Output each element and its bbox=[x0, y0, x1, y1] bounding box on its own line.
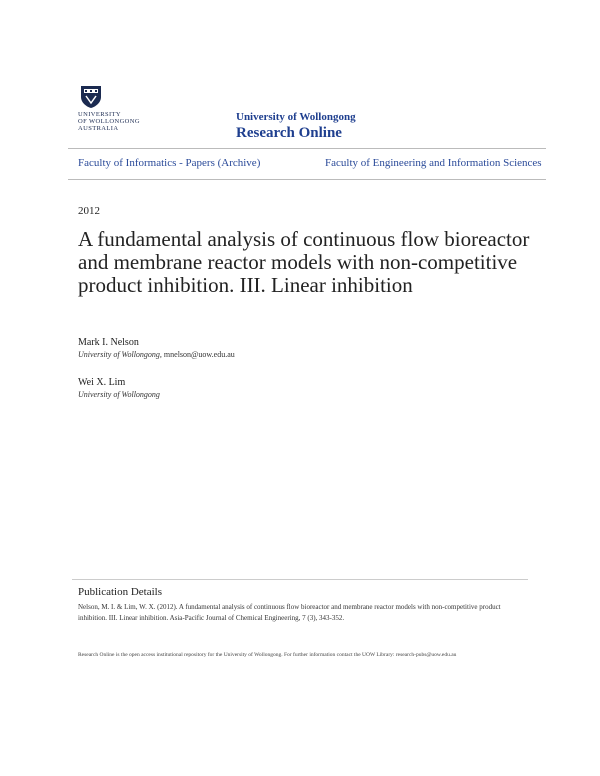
author-name[interactable]: Mark I. Nelson bbox=[78, 337, 139, 348]
faculty-link-engineering[interactable]: Faculty of Engineering and Information Sciences bbox=[325, 157, 542, 169]
wordmark-line: OF WOLLONGONG bbox=[78, 118, 140, 125]
university-logo bbox=[78, 85, 148, 137]
author-entry bbox=[78, 336, 235, 360]
university-crest-icon bbox=[80, 85, 102, 109]
repository-footer-note: Research Online is the open access institutional repository for the University of Wollongong. For further information contact the UOW Library: research-pubs@uow.edu.au bbox=[78, 652, 457, 658]
header-divider-bottom bbox=[68, 179, 546, 180]
author-email-link[interactable]: mnelson@uow.edu.au bbox=[163, 350, 235, 359]
university-wordmark bbox=[78, 111, 140, 132]
repository-header[interactable] bbox=[236, 111, 356, 142]
author-name[interactable]: Wei X. Lim bbox=[78, 377, 126, 388]
publication-details-text: Nelson, M. I. & Lim, W. X. (2012). A fundamental analysis of continuous flow bioreactor and membrane reactor models with non-competitive product inhibition. III. Linear inhibition. Asia-Pacific Journal of Chemical Engineering, 7 (3), 343-352. bbox=[78, 603, 501, 622]
repository-name-link[interactable]: Research Online bbox=[236, 125, 342, 141]
wordmark-line: AUSTRALIA bbox=[78, 125, 119, 132]
repository-university-link[interactable]: University of Wollongong bbox=[236, 111, 356, 123]
affiliation-name: University of Wollongong bbox=[78, 350, 160, 359]
author-affiliation: University of Wollongong, mnelson@uow.edu.au bbox=[78, 350, 235, 359]
publication-details-heading: Publication Details bbox=[78, 586, 163, 598]
publication-year: 2012 bbox=[78, 205, 100, 217]
author-entry bbox=[78, 376, 160, 400]
header-divider-top bbox=[68, 148, 546, 149]
paper-title[interactable]: A fundamental analysis of continuous flow bioreactor and membrane reactor models with non-competitive product inhibition. III. Linear inhibition bbox=[78, 227, 530, 297]
author-affiliation: University of Wollongong bbox=[78, 390, 160, 399]
faculty-link-informatics[interactable]: Faculty of Informatics - Papers (Archive) bbox=[78, 157, 261, 169]
publication-divider bbox=[72, 579, 528, 580]
wordmark-line: UNIVERSITY bbox=[78, 111, 121, 118]
